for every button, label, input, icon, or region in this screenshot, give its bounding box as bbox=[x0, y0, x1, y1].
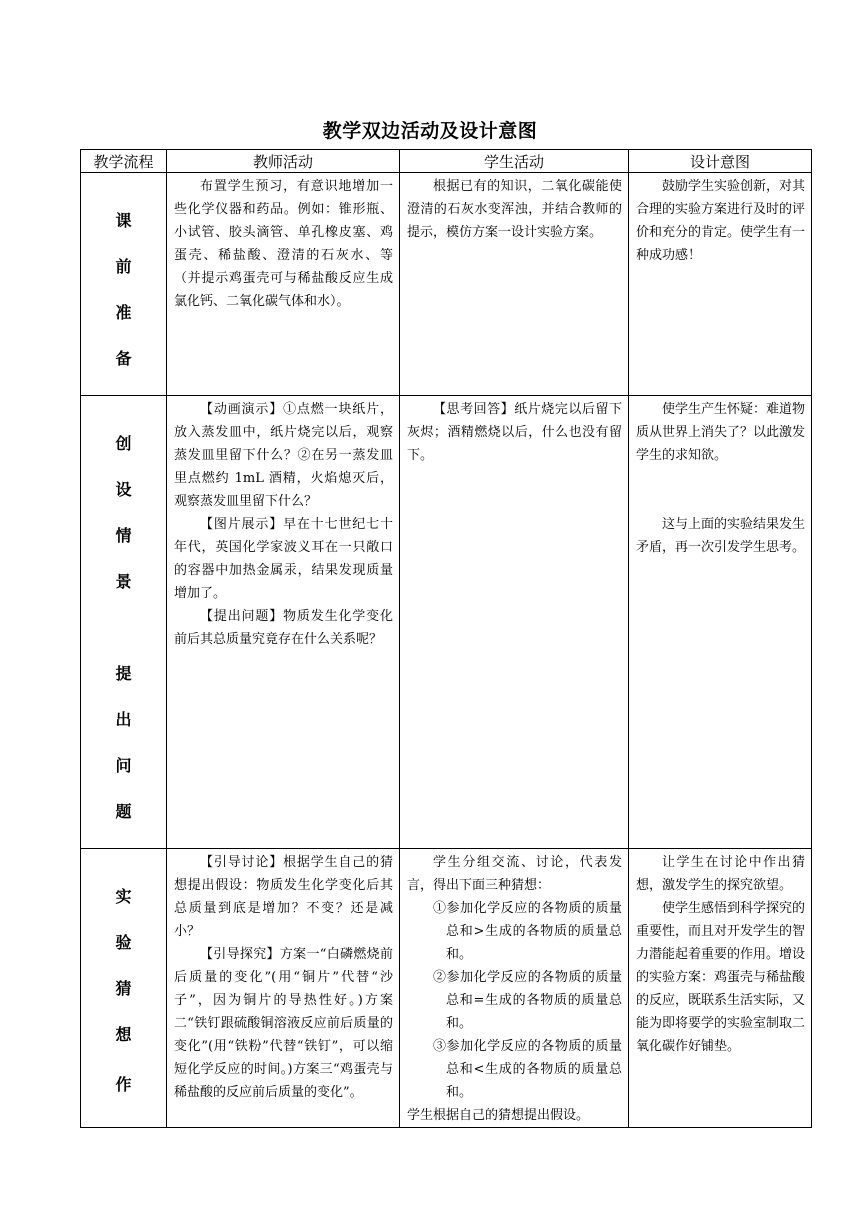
intent-text: 这与上面的实验结果发生矛盾，再一次引发学生思考。 bbox=[636, 517, 806, 555]
stage-char: 备 bbox=[115, 349, 132, 368]
stage-char: 提 bbox=[115, 664, 132, 683]
stage-char: 实 bbox=[115, 887, 132, 906]
stage-char: 前 bbox=[115, 257, 132, 276]
stage-char: 设 bbox=[115, 480, 132, 499]
student-guess: ③参加化学反应的各物质的质量总和<生成的各物质的质量总和。 bbox=[433, 1039, 622, 1100]
lesson-table bbox=[80, 149, 812, 1128]
stage-char: 题 bbox=[115, 802, 132, 821]
intent-cell bbox=[629, 173, 812, 396]
student-guess: ②参加化学反应的各物质的质量总和=生成的各物质的质量总和。 bbox=[433, 970, 622, 1031]
student-text: 【思考回答】纸片烧完以后留下灰烬；酒精燃烧以后，什么也没有留下。 bbox=[407, 402, 622, 463]
student-cell bbox=[400, 396, 629, 849]
header-cell-student: 学生活动 bbox=[400, 150, 629, 173]
teacher-text: 布置学生预习，有意识地增加一些化学仪器和药品。例如：锥形瓶、小试管、胶头滴管、单孔橡皮塞、鸡蛋壳、稀盐酸、澄清的石灰水、等（并提示鸡蛋壳可与稀盐酸反应生成氯化钙、二氧化碳气体和水）。 bbox=[174, 179, 393, 309]
teacher-text: 【引导探究】方案一“白磷燃烧前后质量的变化”(用“铜片”代替“沙子”，因为铜片的导热性好。)方案二“铁钉跟硫酸铜溶液反应前后质量的变化”(用“铁粉”代替“铁钉”，可以缩短化学反应的时间。)方案三“鸡蛋壳与稀盐酸的反应前后质量的变化”。 bbox=[174, 947, 393, 1100]
stage-char: 问 bbox=[115, 756, 132, 775]
table-row bbox=[81, 173, 812, 396]
student-text: 学生分组交流、讨论，代表发言，得出下面三种猜想： bbox=[407, 855, 622, 893]
teacher-text: 【图片展示】早在十七世纪七十年代，英国化学家波义耳在一只敞口的容器中加热金属汞，结果发现质量增加了。 bbox=[174, 517, 393, 601]
stage-cell bbox=[81, 173, 167, 396]
stage-char: 出 bbox=[115, 710, 132, 729]
stage-char: 情 bbox=[115, 526, 132, 545]
intent-text: 使学生感悟到科学探究的重要性，而且对开发学生的智力潜能起着重要的作用。增设的实验方案：鸡蛋壳与稀盐酸的反应，既联系生活实际，又能为即将要学的实验室制取二氧化碳作好铺垫。 bbox=[636, 901, 806, 1054]
stage-char: 创 bbox=[115, 434, 132, 453]
table-row bbox=[81, 396, 812, 849]
table-row bbox=[81, 849, 812, 1128]
page-title: 教学双边活动及设计意图 bbox=[322, 120, 538, 142]
stage-cell bbox=[81, 396, 167, 849]
intent-cell bbox=[629, 396, 812, 849]
header-cell-teacher: 教师活动 bbox=[167, 150, 400, 173]
stage-char: 想 bbox=[115, 1025, 132, 1044]
student-guess: ①参加化学反应的各物质的质量总和>生成的各物质的质量总和。 bbox=[433, 901, 622, 962]
intent-text: 鼓励学生实验创新，对其合理的实验方案进行及时的评价和充分的肯定。使学生有一种成功感！ bbox=[636, 179, 806, 263]
teacher-text: 【提出问题】物质发生化学变化前后其总质量究竟存在什么关系呢？ bbox=[174, 609, 393, 647]
stage-char: 作 bbox=[115, 1075, 132, 1094]
stage-char: 课 bbox=[115, 211, 132, 230]
header-cell-flow: 教学流程 bbox=[81, 150, 167, 173]
stage-char: 验 bbox=[115, 933, 132, 952]
header-row bbox=[81, 150, 812, 173]
stage-char: 猜 bbox=[115, 979, 132, 998]
student-cell bbox=[400, 173, 629, 396]
teacher-text: 【引导讨论】根据学生自己的猜想提出假设：物质发生化学变化后其总质量到底是增加？不变？还是减小？ bbox=[174, 855, 393, 939]
header-cell-intent: 设计意图 bbox=[629, 150, 812, 173]
stage-char: 准 bbox=[115, 303, 132, 322]
student-text: 根据已有的知识，二氧化碳能使澄清的石灰水变浑浊，并结合教师的提示，模仿方案一设计实验方案。 bbox=[407, 179, 622, 240]
teacher-text: 【动画演示】①点燃一块纸片，放入蒸发皿中，纸片烧完以后，观察蒸发皿里留下什么？②在另一蒸发皿里点燃约 1mL 酒精，火焰熄灭后，观察蒸发皿里留下什么？ bbox=[174, 402, 393, 509]
intent-text: 使学生产生怀疑：难道物质从世界上消失了？以此激发学生的求知欲。 bbox=[636, 402, 806, 463]
stage-char: 景 bbox=[115, 572, 132, 591]
intent-text: 让学生在讨论中作出猜想，激发学生的探究欲望。 bbox=[636, 855, 805, 893]
teacher-cell bbox=[167, 173, 400, 396]
teacher-cell bbox=[167, 849, 400, 1128]
student-cell bbox=[400, 849, 629, 1128]
stage-cell bbox=[81, 849, 167, 1128]
student-text: 学生根据自己的猜想提出假设。 bbox=[407, 1108, 590, 1123]
intent-cell bbox=[629, 849, 812, 1128]
teacher-cell bbox=[167, 396, 400, 849]
